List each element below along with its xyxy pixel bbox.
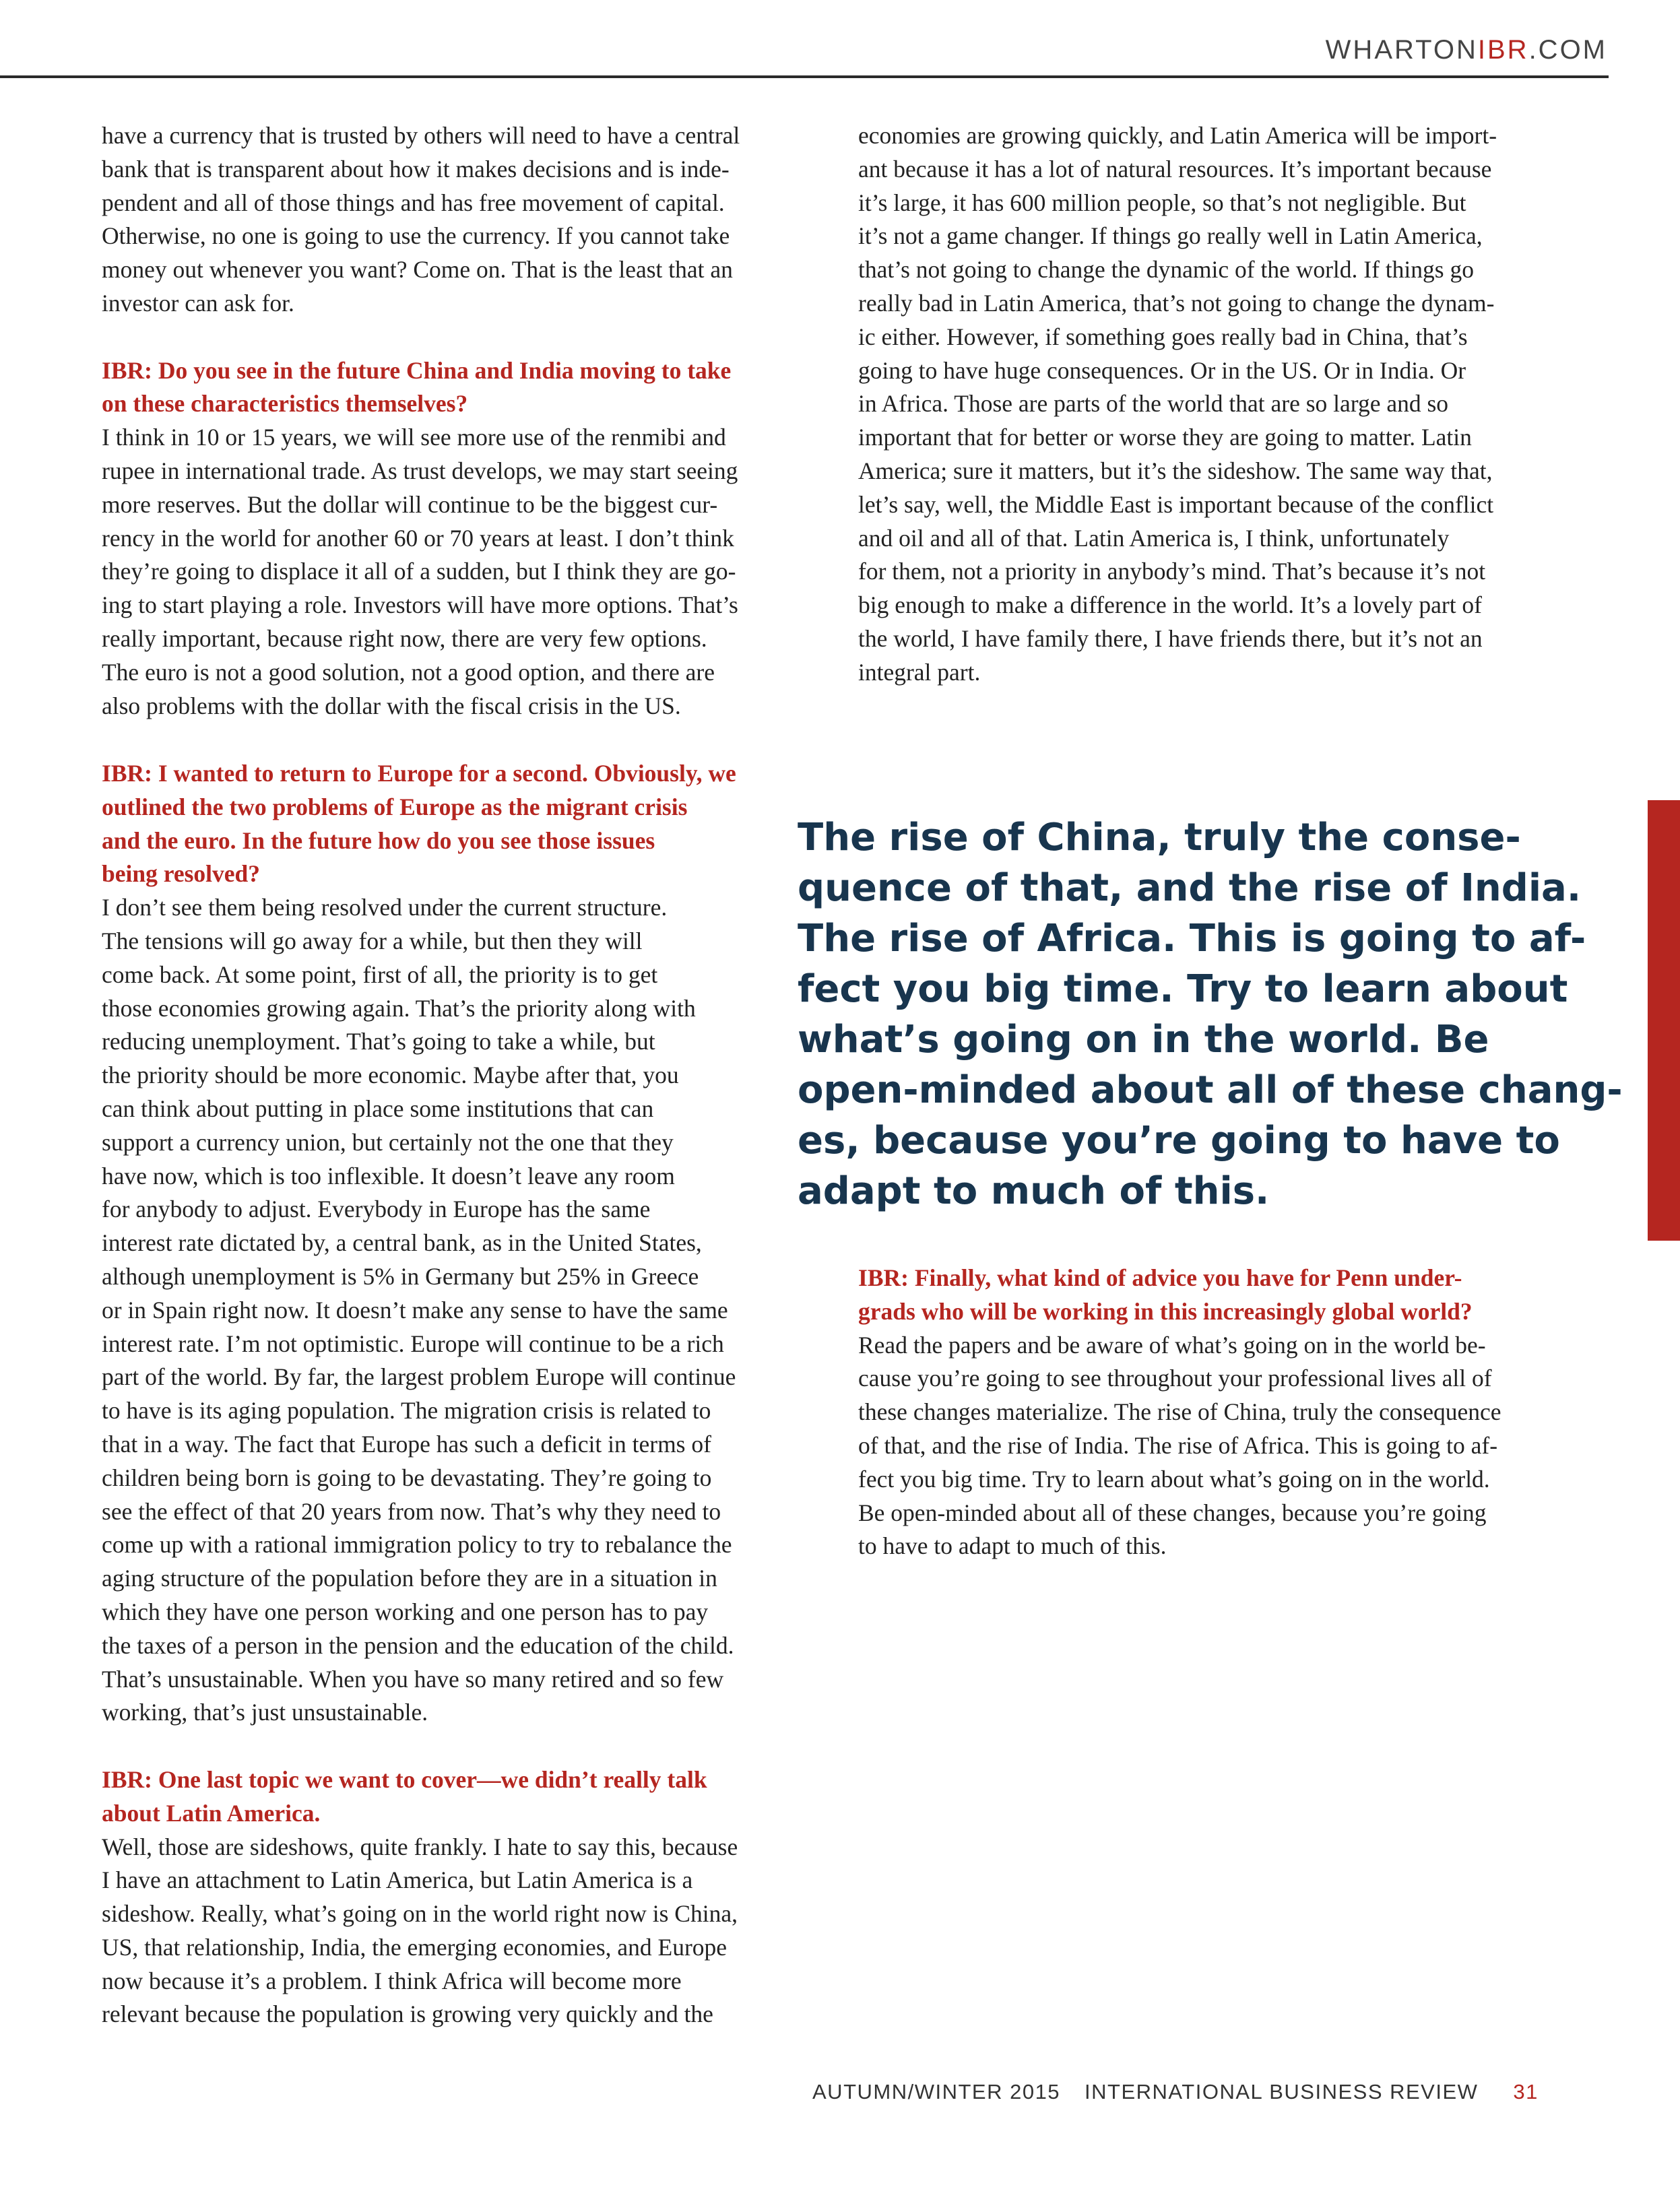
text-line: outlined the two problems of Europe as the migrant crisis [102,793,688,820]
column-right-block-1 [858,119,1497,690]
text-line: open-minded about all of these chang- [798,1068,1623,1112]
text-line: of that, and the rise of India. The rise of Africa. This is going to af- [858,1431,1498,1459]
answer-paragraph [102,119,740,321]
text-line: in Africa. Those are parts of the world that are so large and so [858,390,1449,418]
text-line: IBR: I wanted to return to Europe for a second. Obviously, we [102,760,736,787]
interview-question [102,354,740,422]
text-line: and oil and all of that. Latin America is, I think, unfortunately [858,524,1450,552]
site-url-accent: IBR [1477,35,1529,65]
text-line: important that for better or worse they are going to matter. Latin [858,424,1472,451]
text-line: to have is its aging population. The migration crisis is related to [102,1397,711,1425]
text-line: about Latin America. [102,1799,321,1827]
text-line: children being born is going to be devastating. They’re going to [102,1464,712,1491]
text-line: The euro is not a good solution, not a good option, and there are [102,658,715,686]
text-line: The tensions will go away for a while, but then they will [102,927,643,954]
text-line: That’s unsustainable. When you have so many retired and so few [102,1665,724,1693]
answer-paragraph [102,891,738,1730]
text-line: big enough to make a difference in the world. It’s a lovely part of [858,591,1482,619]
answer-paragraph [858,1329,1501,1564]
text-line: also problems with the dollar with the fiscal crisis in the US. [102,692,681,719]
text-line: the taxes of a person in the pension and the education of the child. [102,1631,734,1659]
text-line: Read the papers and be aware of what’s going on in the world be- [858,1331,1486,1359]
pull-quote [798,812,1623,1216]
text-line: relevant because the population is growing very quickly and the [102,2000,713,2028]
text-line: to have to adapt to much of this. [858,1532,1167,1560]
text-line: really bad in Latin America, that’s not going to change the dynam- [858,289,1495,317]
text-line: reducing unemployment. That’s going to take a while, but [102,1028,655,1055]
text-line: Otherwise, no one is going to use the currency. If you cannot take [102,222,730,250]
text-line: can think about putting in place some institutions that can [102,1095,654,1122]
text-line: Be open-minded about all of these changes, because you’re going [858,1499,1487,1526]
text-line: cause you’re going to see throughout your professional lives all of [858,1365,1492,1392]
answer-paragraph [858,119,1497,690]
text-line: on these characteristics themselves? [102,390,468,418]
text-line: rency in the world for another 60 or 70 years at least. I don’t think [102,524,734,552]
column-left-block-1 [102,119,740,723]
text-line: the world, I have family there, I have friends there, but it’s not an [858,624,1483,652]
text-line: IBR: One last topic we want to cover—we didn’t really talk [102,1765,707,1793]
text-line: I have an attachment to Latin America, but Latin America is a [102,1866,693,1894]
page-number: 31 [1513,2080,1539,2104]
text-line: interest rate dictated by, a central bank, as in the United States, [102,1229,702,1257]
column-left-block-2 [102,757,738,2031]
page-footer [812,2080,1539,2104]
text-line: interest rate. I’m not optimistic. Europe will continue to be a rich [102,1330,724,1357]
text-line: rupee in international trade. As trust develops, we may start seeing [102,457,738,484]
text-line: es, because you’re going to have to [798,1119,1560,1163]
site-url-prefix: WHARTON [1325,35,1478,65]
text-line: working, that’s just unsustainable. [102,1699,428,1726]
text-line: these changes materialize. The rise of China, truly the consequence [858,1398,1501,1426]
text-line: integral part. [858,658,981,686]
text-line: let’s say, well, the Middle East is important because of the conflict [858,490,1494,518]
text-line: what’s going on in the world. Be [798,1018,1489,1062]
text-line: it’s large, it has 600 million people, so that’s not negligible. But [858,189,1466,216]
text-line: more reserves. But the dollar will continue to be the biggest cur- [102,490,718,518]
text-line: The rise of China, truly the conse- [798,816,1521,859]
text-line: bank that is transparent about how it makes decisions and is inde- [102,155,730,183]
text-line: come up with a rational immigration policy to try to rebalance the [102,1531,732,1559]
text-line: fect you big time. Try to learn about what’s going on in the world. [858,1465,1490,1493]
text-line: it’s not a game changer. If things go really well in Latin America, [858,222,1483,250]
text-line: come back. At some point, first of all, the priority is to get [102,960,658,988]
text-line: for them, not a priority in anybody’s mind. That’s because it’s not [858,558,1486,585]
text-line: Well, those are sideshows, quite frankly. I hate to say this, because [102,1833,738,1860]
red-side-tab [1648,800,1680,1241]
text-line: although unemployment is 5% in Germany but 25% in Greece [102,1262,699,1290]
text-line: which they have one person working and one person has to pay [102,1598,709,1625]
text-line: going to have huge consequences. Or in the US. Or in India. Or [858,356,1466,384]
text-line: they’re going to displace it all of a sudden, but I think they are go- [102,558,736,585]
text-line: that’s not going to change the dynamic of the world. If things go [858,256,1474,284]
site-url [1326,35,1607,65]
interview-question [858,1262,1501,1329]
interview-question [102,757,738,891]
text-line: being resolved? [102,860,261,888]
text-line: support a currency union, but certainly not the one that they [102,1128,674,1156]
text-line: and the euro. In the future how do you see those issues [102,826,655,854]
text-line: quence of that, and the rise of India. [798,866,1582,910]
text-line: US, that relationship, India, the emerging economies, and Europe [102,1933,728,1961]
text-line: aging structure of the population before they are in a situation in [102,1565,717,1592]
text-line: the priority should be more economic. Maybe after that, you [102,1062,679,1089]
text-line: adapt to much of this. [798,1169,1270,1213]
column-right-block-2 [858,1262,1501,1563]
footer-issue: AUTUMN/WINTER 2015 [812,2080,1061,2104]
text-line: that in a way. The fact that Europe has such a deficit in terms of [102,1430,711,1458]
text-line: now because it’s a problem. I think Africa will become more [102,1967,682,1994]
text-line: pendent and all of those things and has free movement of capital. [102,189,725,216]
text-line: part of the world. By far, the largest problem Europe will continue [102,1363,736,1391]
text-line: really important, because right now, there are very few options. [102,624,707,652]
text-line: IBR: Finally, what kind of advice you have for Penn under- [858,1264,1462,1291]
header-rule [0,75,1609,78]
text-line: grads who will be working in this increasingly global world? [858,1297,1473,1325]
text-line: economies are growing quickly, and Latin America will be import- [858,122,1497,149]
text-line: IBR: Do you see in the future China and India moving to take [102,356,732,384]
text-line: America; sure it matters, but it’s the sideshow. The same way that, [858,457,1493,484]
answer-paragraph [102,1831,738,2032]
text-line: ic either. However, if something goes really bad in China, that’s [858,323,1468,350]
text-line: have a currency that is trusted by others will need to have a central [102,122,740,149]
text-line: for anybody to adjust. Everybody in Europe has the same [102,1196,651,1223]
text-line: I don’t see them being resolved under the current structure. [102,894,668,921]
text-line: or in Spain right now. It doesn’t make any sense to have the same [102,1296,728,1324]
text-line: see the effect of that 20 years from now. That’s why they need to [102,1497,721,1525]
text-line: fect you big time. Try to learn about [798,967,1568,1011]
interview-question [102,1763,738,1831]
text-line: sideshow. Really, what’s going on in the world right now is China, [102,1900,738,1928]
site-url-suffix: .COM [1528,35,1607,65]
text-line: money out whenever you want? Come on. That is the least that an [102,256,733,284]
text-line: those economies growing again. That’s the priority along with [102,994,696,1022]
text-line: investor can ask for. [102,289,294,317]
text-line: have now, which is too inflexible. It doesn’t leave any room [102,1162,675,1189]
text-line: I think in 10 or 15 years, we will see more use of the renmibi and [102,424,726,451]
text-line: ing to start playing a role. Investors will have more options. That’s [102,591,738,619]
answer-paragraph [102,421,740,723]
footer-publication: INTERNATIONAL BUSINESS REVIEW [1085,2080,1479,2104]
text-line: The rise of Africa. This is going to af- [798,917,1586,960]
text-line: ant because it has a lot of natural resources. It’s important because [858,155,1492,183]
